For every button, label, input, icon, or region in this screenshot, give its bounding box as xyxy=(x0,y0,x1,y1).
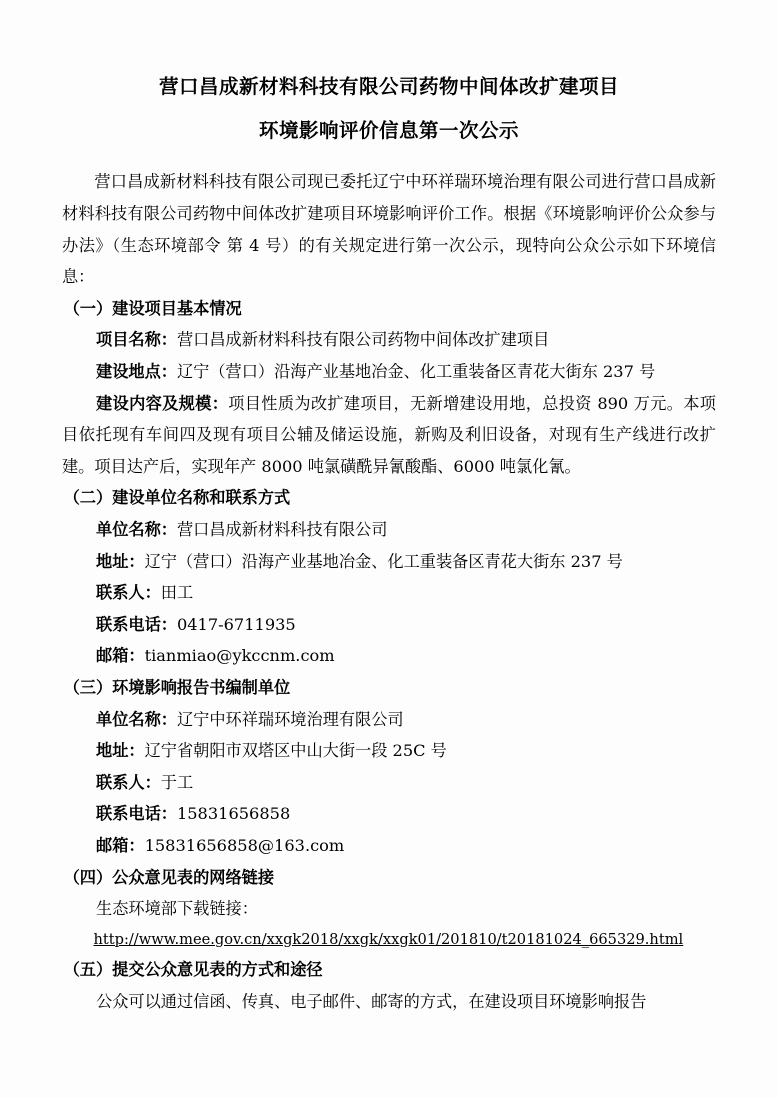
field-eia-address xyxy=(62,735,716,767)
field-value-eia-unit-name: 辽宁中环祥瑞环境治理有限公司 xyxy=(176,709,404,729)
section-heading-4: （四）公众意见表的网络链接 xyxy=(63,867,275,887)
download-link-label: 生态环境部下载链接： xyxy=(96,899,258,919)
field-label-eia-phone: 联系电话： xyxy=(96,804,177,824)
section-heading-1: （一）建设项目基本情况 xyxy=(63,298,242,318)
public-opinion-form-link[interactable]: http://www.mee.gov.cn/xxgk2018/xxgk/xxgk01/201810/t20181024_665329.html xyxy=(93,930,684,948)
section-heading-3: （三）环境影响报告书编制单位 xyxy=(63,677,291,697)
page-title-line2: 环境影响评价信息第一次公示 xyxy=(258,119,519,143)
field-value-unit-name: 营口昌成新材料科技有限公司 xyxy=(176,519,388,539)
field-value-eia-address: 辽宁省朝阳市双塔区中山大街一段 25C 号 xyxy=(144,741,447,761)
section-5-paragraph: 公众可以通过信函、传真、电子邮件、邮寄的方式，在建设项目环境影响报告 xyxy=(96,991,647,1011)
field-scale-paragraph xyxy=(62,388,716,483)
field-label-unit-contact: 联系人： xyxy=(96,583,161,603)
field-label-project-name: 项目名称： xyxy=(96,330,177,350)
field-eia-phone xyxy=(62,798,716,830)
field-eia-email xyxy=(62,830,716,862)
field-value-eia-email: 15831656858@163.com xyxy=(144,835,345,855)
field-unit-contact xyxy=(62,577,716,609)
section-heading-2: （二）建设单位名称和联系方式 xyxy=(63,488,291,508)
field-value-unit-address: 辽宁（营口）沿海产业基地冶金、化工重装备区青花大街东 237 号 xyxy=(144,551,623,571)
field-label-scale: 建设内容及规模： xyxy=(96,393,229,413)
download-link-row[interactable] xyxy=(62,925,716,954)
field-value-project-name: 营口昌成新材料科技有限公司药物中间体改扩建项目 xyxy=(176,330,550,350)
field-value-project-location: 辽宁（营口）沿海产业基地冶金、化工重装备区青花大街东 237 号 xyxy=(176,362,656,381)
page-title-line1: 营口昌成新材料科技有限公司药物中间体改扩建项目 xyxy=(158,75,619,98)
field-label-eia-unit-name: 单位名称： xyxy=(96,709,177,729)
field-label-unit-email: 邮箱： xyxy=(96,646,145,666)
field-project-name xyxy=(62,324,716,356)
field-label-unit-address: 地址： xyxy=(96,551,145,571)
field-label-unit-name: 单位名称： xyxy=(96,519,177,539)
field-eia-contact xyxy=(62,767,716,799)
field-eia-unit-name xyxy=(62,704,716,736)
field-unit-phone xyxy=(62,609,716,641)
field-value-scale: 项目性质为改扩建项目，无新增建设用地，总投资 890 万元。本项目依托现有车间四及现有项目公辅及储运设施，新购及利旧设备，对现有生产线进行改扩建。项目达产后，实现年产 8000 吨氯磺酰异氰酸酯、6000 吨氯化氰。 xyxy=(62,393,716,476)
field-label-eia-address: 地址： xyxy=(96,741,145,761)
field-value-unit-contact: 田工 xyxy=(160,583,194,603)
field-label-eia-email: 邮箱： xyxy=(96,835,145,855)
field-value-unit-phone: 0417-6711935 xyxy=(176,614,296,634)
field-value-eia-phone: 15831656858 xyxy=(176,804,291,824)
field-value-eia-contact: 于工 xyxy=(160,772,194,792)
section-heading-5: （五）提交公众意见表的方式和途径 xyxy=(63,960,323,980)
field-project-location xyxy=(62,356,716,388)
field-unit-email xyxy=(62,640,716,672)
field-unit-address xyxy=(62,546,716,578)
intro-paragraph: 营口昌成新材料科技有限公司现已委托辽宁中环祥瑞环境治理有限公司进行营口昌成新材料科技有限公司药物中间体改扩建项目环境影响评价工作。根据《环境影响评价公众参与办法》（生态环境部令 第 4 号）的有关规定进行第一次公示，现特向公众公示如下环境信息： xyxy=(62,172,716,287)
field-label-eia-contact: 联系人： xyxy=(96,772,161,792)
field-label-unit-phone: 联系电话： xyxy=(96,614,177,634)
field-unit-name xyxy=(62,514,716,546)
field-label-project-location: 建设地点： xyxy=(96,362,177,381)
field-value-unit-email: tianmiao@ykccnm.com xyxy=(144,646,335,666)
